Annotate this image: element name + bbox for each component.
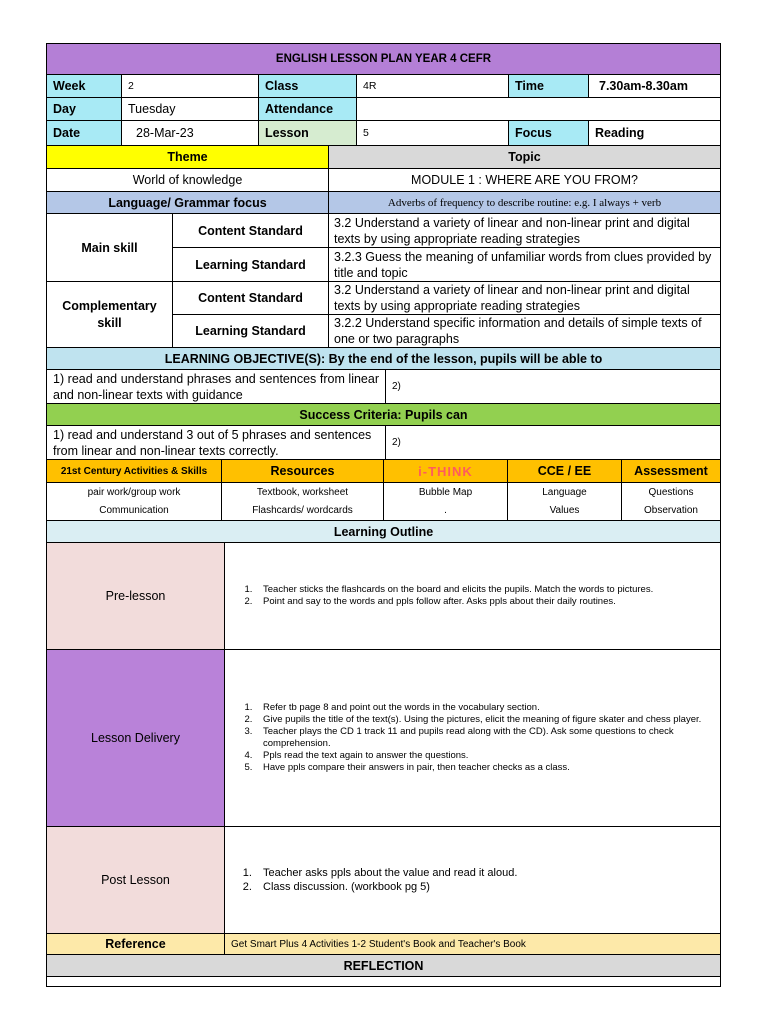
assessment-value-1: Questions: [648, 486, 694, 498]
comp-content-standard-label: Content Standard: [173, 282, 329, 315]
lesson-delivery-label: Lesson Delivery: [47, 650, 225, 827]
c21-value-2: Communication: [99, 504, 169, 516]
ithink-header: i-THINK: [418, 463, 473, 479]
success-2: 2): [386, 426, 720, 460]
main-learning-standard-label: Learning Standard: [173, 248, 329, 282]
pre-lesson-step: 2. Point and say to the words and ppls follow after. Asks ppls about their daily routines.: [255, 596, 653, 608]
activity-header-row: [46, 460, 721, 483]
theme-topic-header: [46, 146, 721, 169]
theme-label: Theme: [47, 146, 329, 169]
c21-values: [47, 483, 222, 521]
lesson-delivery-step: 1. Refer tb page 8 and point out the words in the vocabulary section.: [255, 702, 712, 714]
grammar-row: [46, 192, 721, 214]
lesson-delivery-step: 2. Give pupils the title of the text(s). Using the pictures, elicit the meaning of figure skater and chess player.: [255, 714, 712, 726]
day-value: Tuesday: [122, 98, 259, 121]
complementary-skill-block: [46, 282, 721, 348]
pre-lesson-label: Pre-lesson: [47, 543, 225, 650]
complementary-skill-standards: [173, 282, 720, 348]
assessment-header: Assessment: [622, 460, 720, 483]
cce-value-1: Language: [542, 486, 587, 498]
header-row-day: [46, 98, 721, 121]
lesson-delivery-step: 3. Teacher plays the CD 1 track 11 and pupils read along with the CD). Ask some questions to check comprehension.: [255, 726, 712, 750]
lesson-delivery-step: 5. Have ppls compare their answers in pair, then teacher checks as a class.: [255, 762, 712, 774]
class-label: Class: [259, 75, 357, 98]
time-label: Time: [509, 75, 589, 98]
lesson-label: Lesson: [259, 121, 357, 146]
main-learning-standard-value: 3.2.3 Guess the meaning of unfamiliar words from clues provided by title and topic: [329, 248, 720, 282]
title-row: [46, 43, 721, 75]
complementary-skill-label: Complementary skill: [47, 282, 173, 348]
success-row: [46, 426, 721, 460]
main-skill-label: Main skill: [47, 214, 173, 282]
objective-1: 1) read and understand phrases and sentences from linear and non-linear texts with guidance: [47, 370, 386, 404]
success-1: 1) read and understand 3 out of 5 phrases and sentences from linear and non-linear texts correctly.: [47, 426, 386, 460]
week-label: Week: [47, 75, 122, 98]
reference-value: Get Smart Plus 4 Activities 1-2 Student's Book and Teacher's Book: [225, 934, 720, 955]
post-lesson-row: [46, 827, 721, 934]
lesson-delivery-step: 4. Ppls read the text again to answer the questions.: [255, 750, 712, 762]
assessment-values: [622, 483, 720, 521]
main-content-standard-value: 3.2 Understand a variety of linear and non-linear print and digital texts by using appropriate reading strategies: [329, 214, 720, 248]
date-value: 28-Mar-23: [122, 121, 259, 146]
objectives-header: [46, 348, 721, 370]
topic-label: Topic: [329, 146, 720, 169]
class-value: 4R: [357, 75, 509, 98]
lesson-delivery-content: [225, 650, 720, 827]
lesson-value: 5: [357, 121, 509, 146]
grammar-label: Language/ Grammar focus: [47, 192, 329, 214]
cce-value-2: Values: [549, 504, 580, 516]
main-content-standard-label: Content Standard: [173, 214, 329, 248]
outline-label: Learning Outline: [47, 521, 720, 543]
page-title: ENGLISH LESSON PLAN YEAR 4 CEFR: [47, 44, 720, 75]
assessment-value-2: Observation: [644, 504, 698, 516]
theme-topic-values: [46, 169, 721, 192]
reflection-label: REFLECTION: [47, 955, 720, 977]
attendance-value: [357, 98, 720, 121]
reflection-row: [46, 955, 721, 977]
resources-values: [222, 483, 384, 521]
main-skill-block: [46, 214, 721, 282]
post-lesson-step: 1. Teacher asks ppls about the value and read it aloud.: [255, 866, 517, 880]
outline-header: [46, 521, 721, 543]
resources-value-2: Flashcards/ wordcards: [252, 504, 353, 516]
theme-value: World of knowledge: [47, 169, 329, 192]
comp-learning-standard-value: 3.2.2 Understand specific information and details of simple texts of one or two paragraphs: [329, 315, 720, 348]
resources-header: Resources: [222, 460, 384, 483]
attendance-label: Attendance: [259, 98, 357, 121]
time-value: 7.30am-8.30am: [589, 75, 720, 98]
cce-header: CCE / EE: [508, 460, 622, 483]
lesson-delivery-row: [46, 650, 721, 827]
c21-header: 21st Century Activities & Skills: [47, 460, 222, 483]
day-label: Day: [47, 98, 122, 121]
focus-label: Focus: [509, 121, 589, 146]
objectives-row: [46, 370, 721, 404]
ithink-values: [384, 483, 508, 521]
c21-value-1: pair work/group work: [87, 486, 181, 498]
pre-lesson-row: [46, 543, 721, 650]
success-header: [46, 404, 721, 426]
ithink-logo: [384, 460, 508, 483]
post-lesson-label: Post Lesson: [47, 827, 225, 934]
week-value: 2: [122, 75, 259, 98]
header-row-date: [46, 121, 721, 146]
activity-values-row: [46, 483, 721, 521]
pre-lesson-step: 1. Teacher sticks the flashcards on the board and elicits the pupils. Match the words to pictures.: [255, 584, 653, 596]
resources-value-1: Textbook, worksheet: [256, 486, 349, 498]
success-label: Success Criteria: Pupils can: [47, 404, 720, 426]
focus-value: Reading: [589, 121, 720, 146]
cce-values: [508, 483, 622, 521]
lesson-plan-table: [46, 43, 721, 987]
main-skill-standards: [173, 214, 720, 282]
header-row-week: [46, 75, 721, 98]
reference-row: [46, 934, 721, 955]
reflection-space: [46, 977, 721, 987]
pre-lesson-content: [225, 543, 720, 650]
grammar-value: Adverbs of frequency to describe routine: e.g. I always + verb: [329, 192, 720, 214]
objective-2: 2): [386, 370, 720, 404]
reference-label: Reference: [47, 934, 225, 955]
objectives-label: LEARNING OBJECTIVE(S): By the end of the lesson, pupils will be able to: [47, 348, 720, 370]
post-lesson-step: 2. Class discussion. (workbook pg 5): [255, 880, 517, 894]
comp-learning-standard-label: Learning Standard: [173, 315, 329, 348]
comp-content-standard-value: 3.2 Understand a variety of linear and non-linear print and digital texts by using appropriate reading strategies: [329, 282, 720, 315]
date-label: Date: [47, 121, 122, 146]
pre-lesson-steps: [233, 584, 653, 608]
post-lesson-content: [225, 827, 720, 934]
post-lesson-steps: [233, 866, 517, 894]
lesson-delivery-steps: [233, 702, 712, 774]
ithink-value-1: Bubble Map: [418, 486, 473, 498]
ithink-value-2: .: [444, 504, 447, 516]
topic-value: MODULE 1 : WHERE ARE YOU FROM?: [329, 169, 720, 192]
